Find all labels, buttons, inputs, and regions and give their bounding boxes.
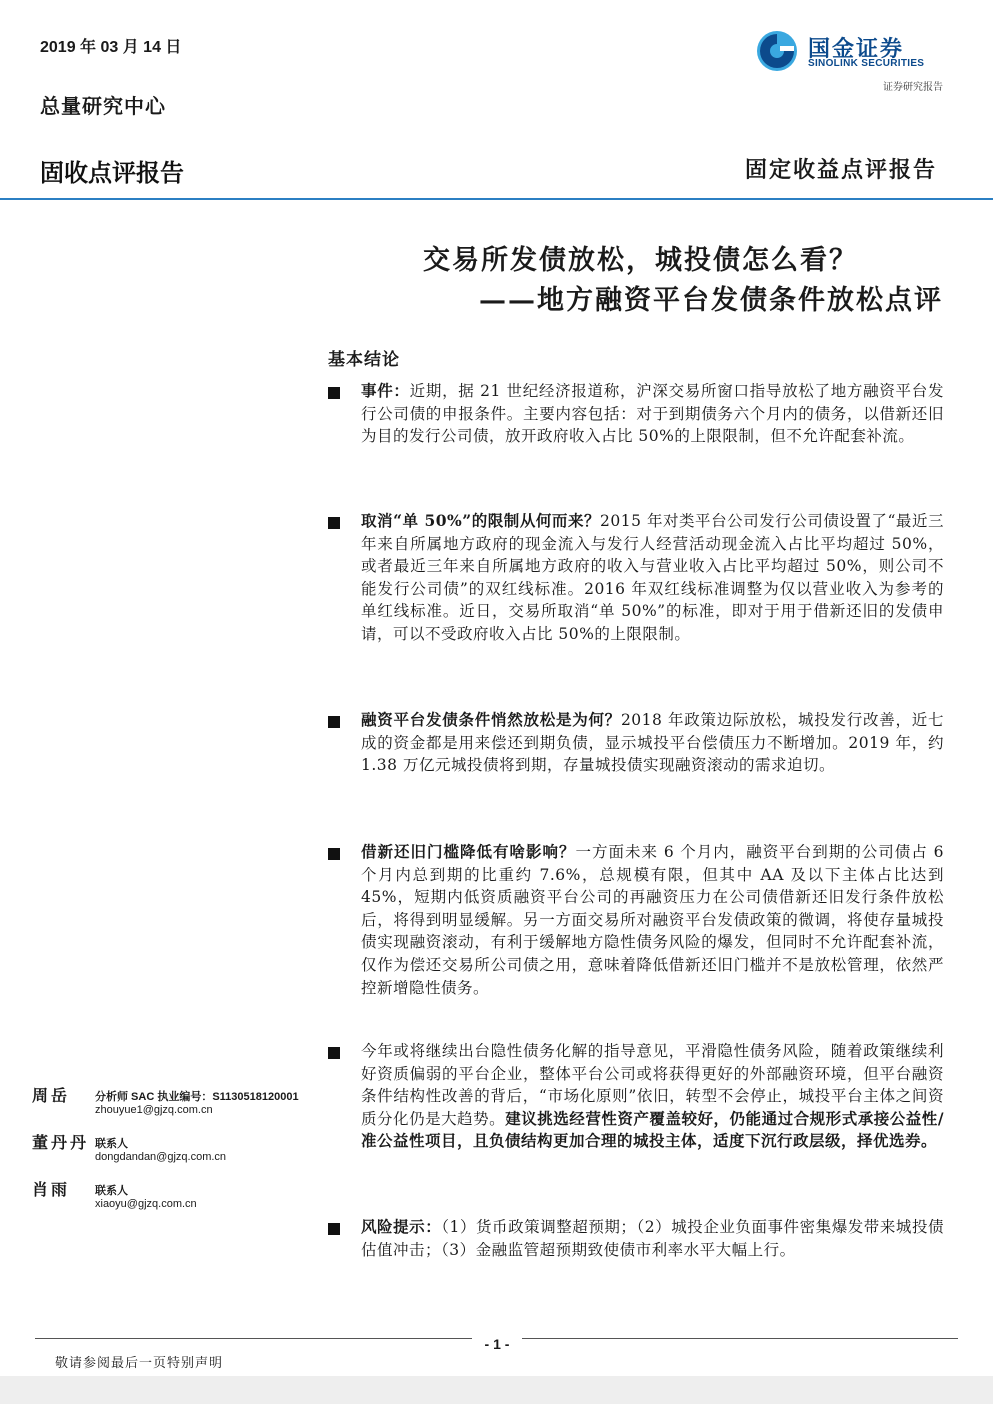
paragraph-recommendation: 建议挑选经营性资产覆盖较好，仍能通过合规形式承接公益性/准公益性项目，且负债结构更加合理的城投主体，适度下沉行政层级，择优选券。 (361, 1108, 944, 1151)
author-role: 分析师 SAC 执业编号：S1130518120001 (95, 1091, 299, 1103)
author-name: 肖雨 (32, 1180, 71, 1199)
author-email[interactable]: zhouyue1@gjzq.com.cn (95, 1104, 213, 1116)
report-title: 交易所发债放松，城投债怎么看？ (423, 245, 858, 276)
header-divider (0, 198, 993, 200)
paragraph-body: （1）货币政策调整超预期；（2）城投企业负面事件密集爆发带来城投债估值冲击；（3）金融监管超预期致使债市利率水平大幅上行。 (361, 1218, 944, 1259)
conclusion-paragraph (361, 380, 944, 448)
report-type-left: 固收点评报告 (40, 160, 184, 187)
author-name: 董丹丹 (32, 1133, 90, 1152)
company-logo (756, 30, 946, 76)
department-name: 总量研究中心 (40, 94, 166, 118)
paragraph-lead: 借新还旧门槛降低有啥影响？ (361, 842, 576, 861)
bullet-icon (328, 387, 340, 399)
bullet-icon (328, 848, 340, 860)
conclusion-paragraph (361, 1040, 944, 1153)
logo-mark-icon (756, 30, 798, 72)
paragraph-lead: 风险提示： (361, 1217, 442, 1236)
author-email[interactable]: dongdandan@gjzq.com.cn (95, 1151, 227, 1163)
author-block (32, 1083, 312, 1123)
paragraph-body: 2015 年对类平台公司发行公司债设置了“最近三年来自所属地方政府的现金流入与发行人经营活动现金流入占比平均超过 50%，或者最近三年来自所属地方政府的收入与营业收入占比平均超过 50%，则公司不能发行公司债”的双红线标准。2016 年双红线标准调整为仅以营业收入为参考的单红线标准。近日，交易所取消“单 50%”的标准，即对于用于借新还旧的发债申请，可以不受政府收入占比 50%的上限限制。 (361, 512, 944, 643)
paragraph-body: 近期，据 21 世纪经济报道称，沪深交易所窗口指导放松了地方融资平台发行公司债的申报条件。主要内容包括：对于到期债务六个月内的债务，以借新还旧为目的发行公司债，放开政府收入占比 50%的上限限制，但不允许配套补流。 (361, 382, 944, 446)
logo-chinese-name: 国金证券 (808, 36, 905, 61)
logo-english-name: SINOLINK SECURITIES (808, 58, 925, 69)
paragraph-body: 2018 年政策边际放松，城投发行改善，近七成的资金都是用来偿还到期负债，显示城投平台偿债压力不断增加。2019 年，约 1.38 万亿元城投债将到期，存量城投债实现融资滚动的需求迫切。 (361, 711, 944, 775)
author-block (32, 1130, 312, 1170)
report-type-right: 固定收益点评报告 (744, 157, 937, 183)
author-role: 联系人 (95, 1138, 128, 1150)
report-date: 2019 年 03 月 14 日 (40, 39, 182, 56)
bullet-icon (328, 1223, 340, 1235)
paragraph-body: 今年或将继续出台隐性债务化解的指导意见，平滑隐性债务风险，随着政策继续利好资质偏弱的平台企业，整体平台公司或将获得更好的外部融资环境，但平台融资条件结构性改善的背后，“市场化原则”依旧，转型不会停止，城投平台主体之间资质分化仍是大趋势。 (361, 1042, 944, 1128)
paragraph-lead: 融资平台发债条件悄然放松是为何？ (361, 710, 621, 729)
page-number: - 1 - (472, 1336, 522, 1352)
report-subtitle: ——地方融资平台发债条件放松点评 (479, 285, 943, 316)
section-heading: 基本结论 (328, 350, 400, 370)
conclusion-paragraph (361, 510, 944, 646)
author-name: 周岳 (32, 1086, 71, 1105)
bullet-icon (328, 716, 340, 728)
paragraph-body: 一方面未来 6 个月内，融资平台到期的公司债占 6 个月内总到期的比重约 7.6%，总规模有限，但其中 AA 及以下主体占比达到 45%，短期内低资质融资平台公司的再融资压力在公司债借新还旧发行条件放松后，将得到明显缓解。另一方面交易所对融资平台发债政策的微调，将使存量城投债实现融资滚动，有利于缓解地方隐性债务风险的爆发，但同时不允许配套补流，仅作为偿还交易所公司债之用，意味着降低借新还旧门槛并不是放松管理，依然严控新增隐性债务。 (361, 843, 944, 997)
author-role: 联系人 (95, 1185, 128, 1197)
report-category: 证券研究报告 (883, 82, 943, 93)
author-block (32, 1177, 312, 1217)
author-email[interactable]: xiaoyu@gjzq.com.cn (95, 1198, 197, 1210)
conclusion-paragraph (361, 709, 944, 777)
footer-band (0, 1376, 993, 1404)
disclaimer-note: 敬请参阅最后一页特别声明 (55, 1356, 224, 1371)
paragraph-lead: 取消“单 50%”的限制从何而来？ (361, 511, 601, 530)
bullet-icon (328, 1047, 340, 1059)
bullet-icon (328, 517, 340, 529)
paragraph-lead: 事件： (361, 381, 410, 400)
conclusion-paragraph (361, 1216, 944, 1261)
conclusion-paragraph (361, 841, 944, 999)
